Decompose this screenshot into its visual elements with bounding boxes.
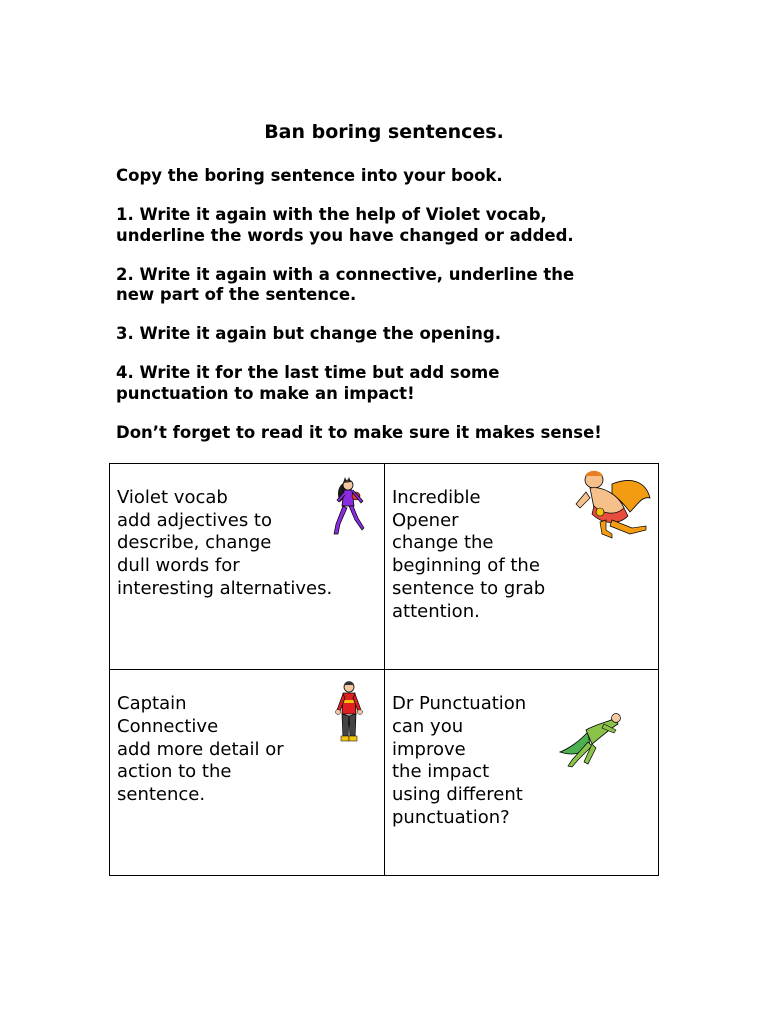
violet-vocab-cell	[110, 464, 385, 670]
instruction-reminder: Don’t forget to read it to make sure it makes sense!	[116, 422, 602, 442]
instruction-step-3: 3. Write it again but change the opening.	[116, 324, 502, 343]
heroes-table	[109, 463, 659, 876]
instruction-step-2: 2. Write it again with a connective, underline the new part of the sentence.	[116, 264, 575, 304]
instructions-list	[116, 166, 676, 462]
incredible-opener-text: Incredible Opener change the beginning of the sentence to grab attention.	[392, 486, 546, 622]
instruction-step-1: 1. Write it again with the help of Violet vocab, underline the words you have changed or added.	[116, 205, 574, 245]
table-row	[110, 670, 659, 876]
page-title: Ban boring sentences.	[264, 121, 504, 143]
violet-vocab-text: Violet vocab add adjectives to describe, change dull words for interesting alternatives.	[117, 486, 333, 599]
instruction-copy: Copy the boring sentence into your book.	[116, 166, 503, 185]
captain-connective-text: Captain Connective add more detail or action to the sentence.	[117, 692, 284, 806]
table-row	[110, 464, 659, 670]
dr-punctuation-cell	[385, 670, 659, 876]
instruction-step-4: 4. Write it for the last time but add some punctuation to make an impact!	[116, 363, 500, 403]
dr-punctuation-text: Dr Punctuation can you improve the impact using different punctuation?	[392, 692, 527, 828]
captain-connective-cell	[110, 670, 385, 876]
incredible-opener-cell	[385, 464, 659, 670]
